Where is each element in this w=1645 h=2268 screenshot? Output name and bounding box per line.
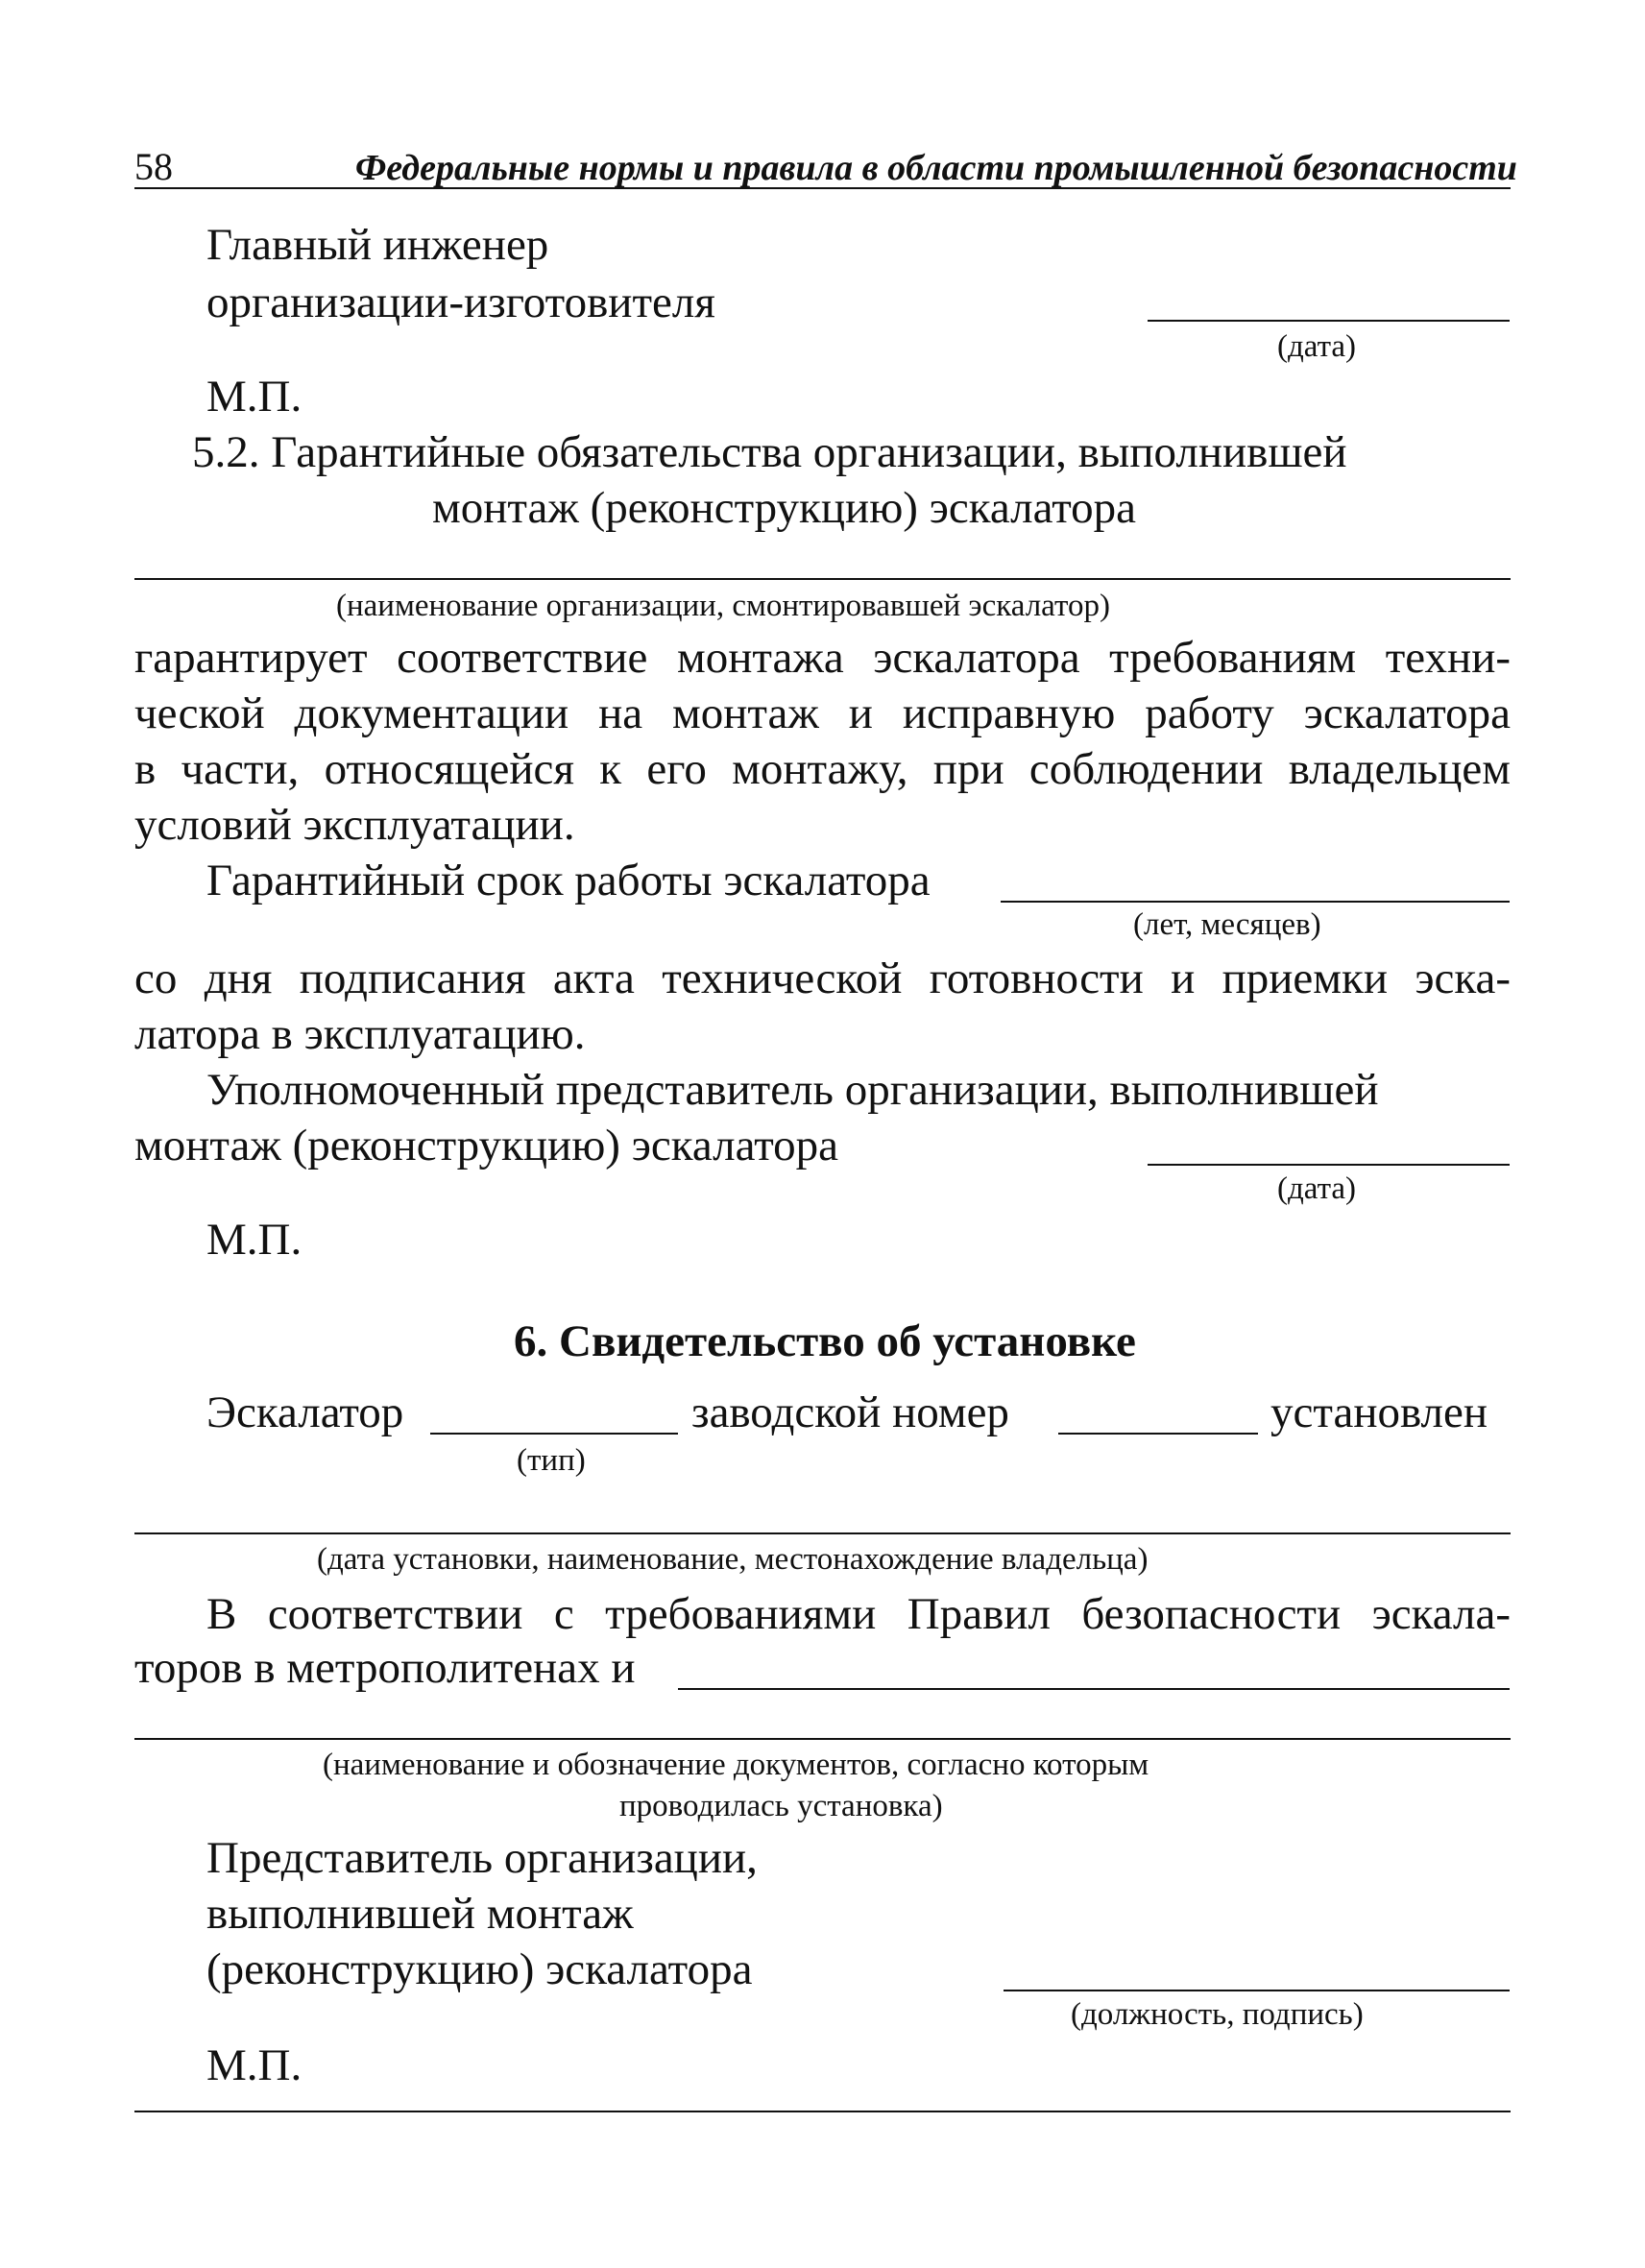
warranty-term-caption: (лет, месяцев) <box>1133 907 1321 942</box>
type-caption: (тип) <box>517 1443 586 1478</box>
date-blank-2 <box>1148 1164 1510 1166</box>
installer-rep-line1: Представитель организации, <box>206 1833 758 1883</box>
rules-line1: В соответствии с требованиями Правил безопасности эскала- <box>206 1589 1511 1639</box>
serial-number-label: заводской номер <box>691 1387 1009 1437</box>
date-caption-2: (дата) <box>1277 1171 1357 1206</box>
installer-rep-line3: (реконструкцию) эскалатора <box>206 1944 753 1994</box>
acceptance-paragraph-line1: со дня подписания акта технической готовности и приемки эска- <box>134 953 1511 1003</box>
escalator-label: Эскалатор <box>206 1387 404 1437</box>
section-5-2-title-line1: 5.2. Гарантийные обязательства организации, выполнившей <box>192 427 1347 477</box>
running-title: Федеральные нормы и правила в области промышленной безопасности <box>355 148 1517 188</box>
bottom-rule <box>134 2111 1511 2112</box>
serial-number-blank <box>1058 1433 1258 1435</box>
documents-caption-line1: (наименование и обозначение документов, согласно которым <box>323 1748 1149 1782</box>
installed-label: установлен <box>1270 1387 1488 1437</box>
acceptance-paragraph-line2: латора в эксплуатацию. <box>134 1009 586 1059</box>
escalator-type-blank <box>430 1433 678 1435</box>
org-name-caption: (наименование организации, смонтировавшей эскалатор) <box>336 589 1110 623</box>
owner-blank <box>134 1532 1511 1534</box>
documents-caption-line2: проводилась установка) <box>619 1789 943 1823</box>
owner-caption: (дата установки, наименование, местонахождение владельца) <box>317 1542 1149 1577</box>
rules-line2: торов в метрополитенах и <box>134 1643 636 1693</box>
warranty-paragraph-line1: гарантирует соответствие монтажа эскалатора требованиям техни- <box>134 633 1511 683</box>
authorized-rep-line1: Уполномоченный представитель организации, выполнившей <box>206 1065 1379 1115</box>
section-6-heading: 6. Свидетельство об установке <box>514 1316 1136 1366</box>
page-number: 58 <box>134 145 173 188</box>
date-caption-1: (дата) <box>1277 329 1357 364</box>
stamp-mark-3: М.П. <box>206 2040 302 2090</box>
warranty-paragraph-line4: условий эксплуатации. <box>134 800 575 850</box>
warranty-term-label: Гарантийный срок работы эскалатора <box>206 856 931 905</box>
stamp-mark-2: М.П. <box>206 1215 302 1265</box>
signature-blank <box>1004 1990 1510 1991</box>
signature-caption: (должность, подпись) <box>1071 1997 1364 2032</box>
warranty-paragraph-line3: в части, относящейся к его монтажу, при соблюдении владельцем <box>134 744 1511 794</box>
chief-engineer-label: Главный инженер <box>206 220 549 270</box>
stamp-mark-1: М.П. <box>206 372 302 422</box>
installer-rep-line2: выполнившей монтаж <box>206 1889 634 1939</box>
manufacturer-org-label: организации-изготовителя <box>206 277 715 327</box>
authorized-rep-line2: монтаж (реконструкцию) эскалатора <box>134 1121 839 1170</box>
warranty-term-blank <box>1001 901 1510 903</box>
documents-blank <box>134 1738 1511 1740</box>
org-name-blank <box>134 578 1511 580</box>
section-5-2-title-line2: монтаж (реконструкцию) эскалатора <box>432 483 1137 533</box>
rules-blank <box>678 1688 1510 1690</box>
warranty-paragraph-line2: ческой документации на монтаж и исправную работу эскалатора <box>134 688 1511 738</box>
date-blank-1 <box>1148 320 1510 322</box>
header-rule <box>134 187 1511 189</box>
